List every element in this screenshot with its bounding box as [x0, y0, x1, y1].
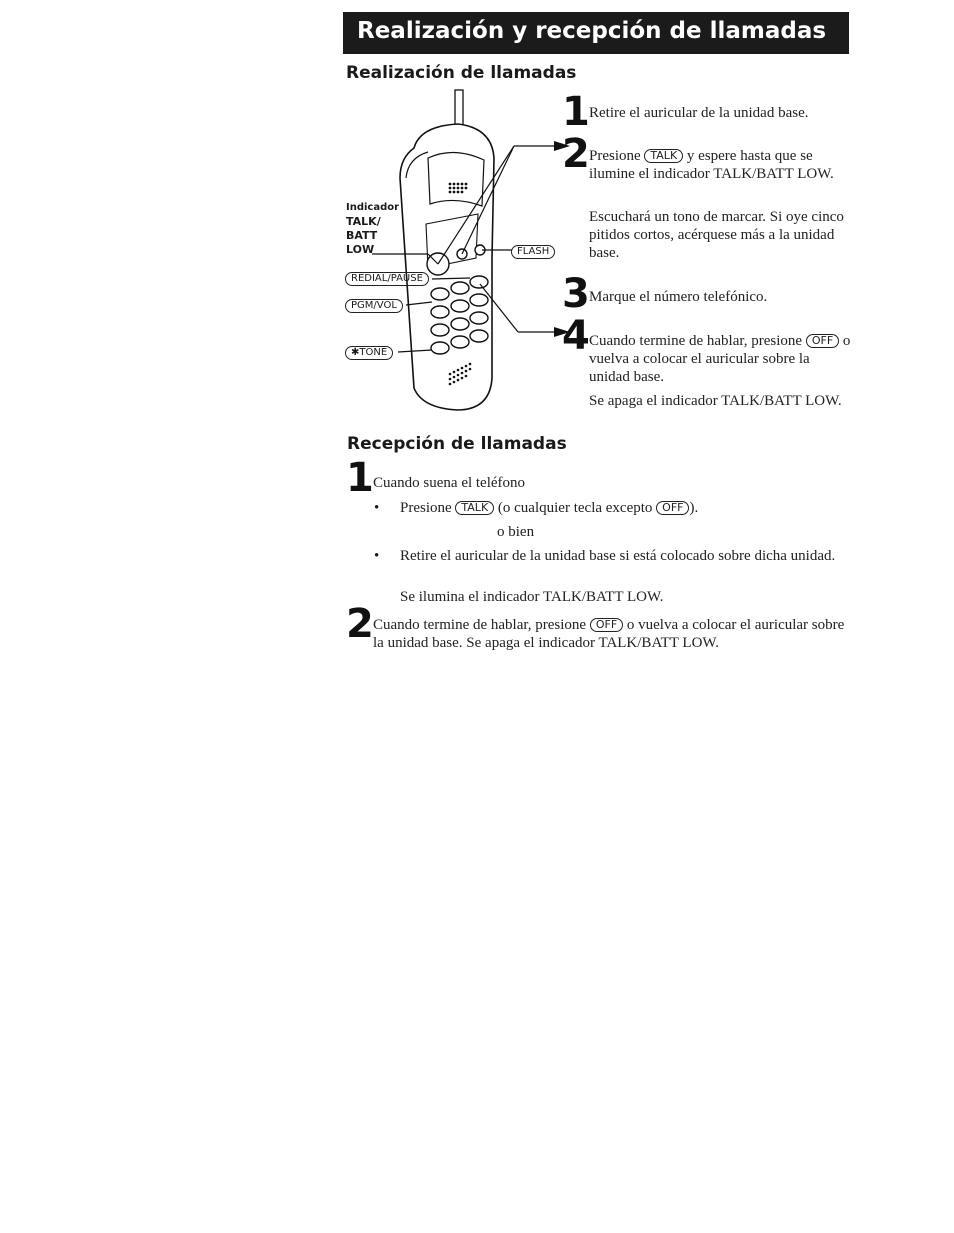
off-key: OFF: [806, 334, 839, 348]
step-number-2: 2: [562, 131, 590, 177]
receive-bullet-1: Presione TALK (o cualquier tecla excepto OFF ).: [400, 500, 699, 516]
receive-step-number-1: 1: [346, 455, 374, 501]
off-key: OFF: [656, 501, 689, 515]
receive-step-1-text: Cuando suena el teléfono: [373, 475, 526, 491]
receive-step-1-note: Se ilumina el indicador TALK/BATT LOW.: [400, 589, 664, 605]
page-title: Realización y recepción de llamadas: [357, 18, 827, 44]
receive-or-text: o bien: [497, 524, 535, 540]
step-3-text: Marque el número telefónico.: [589, 289, 768, 305]
receive-step-2-text: Cuando termine de hablar, presione OFF o vuelva a colocar el auricular sobre la unidad base. Se apaga el indicador TALK/BATT LOW.: [373, 617, 845, 651]
receive-step-number-2: 2: [346, 601, 374, 647]
flash-key-label: FLASH: [511, 245, 555, 259]
bullet-dot: •: [374, 548, 380, 564]
step-4-text: Cuando termine de hablar, presione OFF o vuelva a colocar el auricular sobre la unidad base.: [589, 333, 851, 385]
page-title-banner: [343, 12, 849, 54]
section-heading-receiving: Recepción de llamadas: [347, 434, 567, 454]
bullet-dot: •: [374, 500, 380, 516]
step-4-note: Se apaga el indicador TALK/BATT LOW.: [589, 393, 842, 409]
off-key: OFF: [590, 618, 623, 632]
step-number-4: 4: [562, 313, 590, 359]
redial-pause-key-label: REDIAL/PAUSE: [345, 272, 429, 286]
talk-key: TALK: [644, 149, 683, 163]
step-number-1: 1: [562, 89, 590, 135]
talk-key: TALK: [455, 501, 494, 515]
receive-bullet-2: Retire el auricular de la unidad base si está colocado sobre dicha unidad.: [400, 548, 836, 564]
tone-key-label: ✱TONE: [345, 346, 393, 360]
step-2-note: Escuchará un tono de marcar. Si oye cinco pitidos cortos, acérquese más a la unidad base.: [589, 209, 844, 261]
section-heading-making: Realización de llamadas: [346, 63, 577, 83]
indicator-label: Indicador TALK/ BATT LOW: [346, 202, 400, 256]
step-2-text: Presione TALK y espere hasta que se ilumine el indicador TALK/BATT LOW.: [589, 148, 834, 182]
step-1-text: Retire el auricular de la unidad base.: [589, 105, 809, 121]
step-number-3: 3: [562, 271, 590, 317]
pgm-vol-key-label: PGM/VOL: [345, 299, 403, 313]
